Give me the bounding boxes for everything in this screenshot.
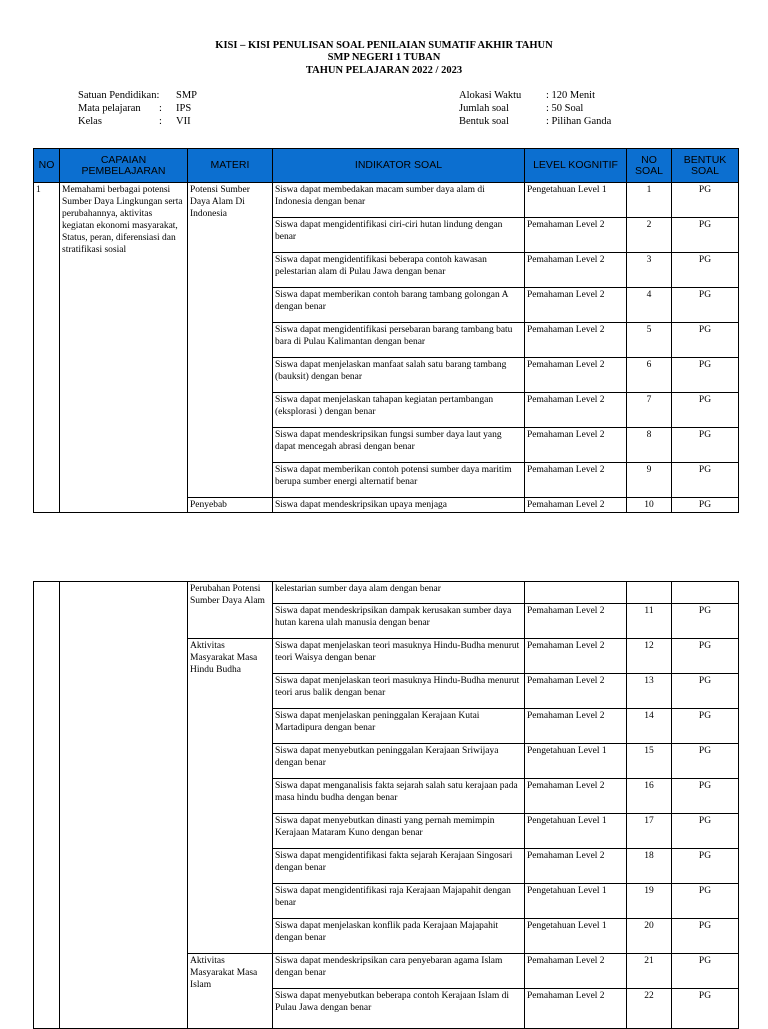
no-soal-cell: 20 [627,919,672,954]
indikator-cell: Siswa dapat mengidentifikasi beberapa contoh kawasan pelestarian alam di Pulau Jawa dengan benar [273,253,525,288]
bentuk-cell: PG [672,463,739,498]
bentuk-cell: PG [672,428,739,463]
no-soal-cell: 6 [627,358,672,393]
header-bentuk: BENTUK SOAL [672,149,739,183]
indikator-cell: Siswa dapat membedakan macam sumber daya alam di Indonesia dengan benar [273,183,525,218]
bentuk-cell: PG [672,744,739,779]
bentuk-cell: PG [672,604,739,639]
header-level: LEVEL KOGNITIF [525,149,627,183]
indikator-cell: Siswa dapat menjelaskan peninggalan Kerajaan Kutai Martadipura dengan benar [273,709,525,744]
bentuk-cell: PG [672,498,739,513]
level-cell: Pengetahuan Level 1 [525,814,627,849]
capaian-pembelajaran [60,582,188,1029]
no-soal-cell: 3 [627,253,672,288]
level-cell: Pengetahuan Level 1 [525,183,627,218]
materi-cell: Aktivitas Masyarakat Masa Islam [188,954,273,1029]
no-soal-cell: 18 [627,849,672,884]
meta-value: : 120 Menit [546,90,595,101]
bentuk-cell: PG [672,709,739,744]
bentuk-cell: PG [672,288,739,323]
no-soal-cell: 10 [627,498,672,513]
bentuk-cell: PG [672,989,739,1029]
meta-row-jumlah [459,102,659,115]
meta-label: Jumlah soal [459,103,509,114]
indikator-cell: Siswa dapat mengidentifikasi ciri-ciri hutan lindung dengan benar [273,218,525,253]
bentuk-cell: PG [672,954,739,989]
no-soal-cell: 1 [627,183,672,218]
meta-label: Mata pelajaran [78,103,141,114]
header-capaian: CAPAIAN PEMBELAJARAN [60,149,188,183]
no-soal-cell: 15 [627,744,672,779]
meta-colon: : [159,103,162,114]
no-soal-cell: 11 [627,604,672,639]
meta-value: IPS [176,103,192,114]
materi-cell: Penyebab [188,498,273,513]
no-soal-cell: 21 [627,954,672,989]
row-number: 1 [34,183,60,513]
level-cell: Pengetahuan Level 1 [525,744,627,779]
kisi-table-page1 [33,148,739,513]
indikator-cell: Siswa dapat menyebutkan peninggalan Kerajaan Sriwijaya dengan benar [273,744,525,779]
indikator-cell: Siswa dapat mengidentifikasi persebaran barang tambang batu bara di Pulau Kalimantan dengan benar [273,323,525,358]
no-soal-cell: 17 [627,814,672,849]
meta-label: Kelas [78,116,102,127]
bentuk-cell: PG [672,884,739,919]
table-header-row [34,149,739,183]
indikator-cell: Siswa dapat menyebutkan dinasti yang pernah memimpin Kerajaan Mataram Kuno dengan benar [273,814,525,849]
no-soal-cell: 19 [627,884,672,919]
indikator-cell: Siswa dapat menjelaskan manfaat salah satu barang tambang (bauksit) dengan benar [273,358,525,393]
level-cell: Pemahaman Level 2 [525,604,627,639]
level-cell: Pengetahuan Level 1 [525,884,627,919]
bentuk-cell [672,582,739,604]
level-cell: Pemahaman Level 2 [525,639,627,674]
bentuk-cell: PG [672,358,739,393]
capaian-pembelajaran: Memahami berbagai potensi Sumber Daya Lingkungan serta perubahannya, aktivitas kegiatan ekonomi masyarakat, Status, peran, diferensiasi dan stratifikasi sosial [60,183,188,513]
kisi-table-page2 [33,581,739,1029]
meta-value: : 50 Soal [546,103,584,114]
no-soal-cell: 13 [627,674,672,709]
level-cell: Pemahaman Level 2 [525,463,627,498]
bentuk-cell: PG [672,849,739,884]
bentuk-cell: PG [672,393,739,428]
bentuk-cell: PG [672,639,739,674]
no-soal-cell: 12 [627,639,672,674]
bentuk-cell: PG [672,779,739,814]
indikator-cell: Siswa dapat menyebutkan beberapa contoh Kerajaan Islam di Pulau Jawa dengan benar [273,989,525,1029]
materi-cell: Aktivitas Masyarakat Masa Hindu Budha [188,639,273,954]
meta-label: Bentuk soal [459,116,509,127]
level-cell: Pemahaman Level 2 [525,253,627,288]
indikator-cell: Siswa dapat mendeskripsikan cara penyebaran agama Islam dengan benar [273,954,525,989]
bentuk-cell: PG [672,183,739,218]
level-cell: Pemahaman Level 2 [525,428,627,463]
level-cell: Pemahaman Level 2 [525,989,627,1029]
level-cell: Pemahaman Level 2 [525,849,627,884]
indikator-cell: Siswa dapat menjelaskan konflik pada Kerajaan Majapahit dengan benar [273,919,525,954]
level-cell: Pemahaman Level 2 [525,498,627,513]
no-soal-cell: 4 [627,288,672,323]
level-cell: Pemahaman Level 2 [525,323,627,358]
meta-right [459,89,659,129]
level-cell: Pemahaman Level 2 [525,218,627,253]
meta-left [78,89,278,129]
level-cell: Pengetahuan Level 1 [525,919,627,954]
meta-colon: : [159,116,162,127]
materi-cell: Potensi Sumber Daya Alam Di Indonesia [188,183,273,498]
no-soal-cell: 5 [627,323,672,358]
meta-value: SMP [176,90,198,101]
level-cell [525,582,627,604]
row-number [34,582,60,1029]
indikator-cell: kelestarian sumber daya alam dengan benar [273,582,525,604]
no-soal-cell: 2 [627,218,672,253]
meta-row-mapel [78,102,278,115]
no-soal-cell: 14 [627,709,672,744]
indikator-cell: Siswa dapat menjelaskan teori masuknya Hindu-Budha menurut teori arus balik dengan benar [273,674,525,709]
bentuk-cell: PG [672,323,739,358]
bentuk-cell: PG [672,218,739,253]
meta-label: Alokasi Waktu [459,90,522,101]
no-soal-cell [627,582,672,604]
indikator-cell: Siswa dapat menjelaskan teori masuknya Hindu-Budha menurut teori Waisya dengan benar [273,639,525,674]
meta-label: Satuan Pendidikan: [78,90,160,101]
level-cell: Pemahaman Level 2 [525,709,627,744]
no-soal-cell: 9 [627,463,672,498]
indikator-cell: Siswa dapat mengidentifikasi raja Kerajaan Majapahit dengan benar [273,884,525,919]
no-soal-cell: 22 [627,989,672,1029]
meta-row-alokasi [459,89,659,102]
header-no: NO [34,149,60,183]
table-row [34,582,739,604]
document-title-line1: KISI – KISI PENULISAN SOAL PENILAIAN SUMATIF AKHIR TAHUN [215,40,553,51]
header-no-soal: NO SOAL [627,149,672,183]
meta-value: VII [176,116,191,127]
header-indikator: INDIKATOR SOAL [273,149,525,183]
indikator-cell: Siswa dapat mendeskripsikan fungsi sumber daya laut yang dapat mencegah abrasi dengan benar [273,428,525,463]
bentuk-cell: PG [672,814,739,849]
no-soal-cell: 7 [627,393,672,428]
bentuk-cell: PG [672,919,739,954]
bentuk-cell: PG [672,253,739,288]
indikator-cell: Siswa dapat menjelaskan tahapan kegiatan pertambangan (eksplorasi ) dengan benar [273,393,525,428]
level-cell: Pemahaman Level 2 [525,779,627,814]
bentuk-cell: PG [672,674,739,709]
no-soal-cell: 8 [627,428,672,463]
document-title-line2: SMP NEGERI 1 TUBAN [327,52,441,63]
indikator-cell: Siswa dapat memberikan contoh barang tambang golongan A dengan benar [273,288,525,323]
indikator-cell: Siswa dapat mendeskripsikan upaya menjaga [273,498,525,513]
indikator-cell: Siswa dapat memberikan contoh potensi sumber daya maritim berupa sumber energi alternatif benar [273,463,525,498]
header-materi: MATERI [188,149,273,183]
indikator-cell: Siswa dapat mendeskripsikan dampak kerusakan sumber daya hutan karena ulah manusia dengan benar [273,604,525,639]
materi-cell: Perubahan Potensi Sumber Daya Alam [188,582,273,639]
indikator-cell: Siswa dapat mengidentifikasi fakta sejarah Kerajaan Singosari dengan benar [273,849,525,884]
level-cell: Pemahaman Level 2 [525,954,627,989]
meta-row-bentuk [459,115,659,128]
level-cell: Pemahaman Level 2 [525,674,627,709]
level-cell: Pemahaman Level 2 [525,393,627,428]
indikator-cell: Siswa dapat menganalisis fakta sejarah salah satu kerajaan pada masa hindu budha dengan benar [273,779,525,814]
meta-row-satuan [78,89,278,102]
table-row [34,183,739,218]
meta-row-kelas [78,115,278,128]
meta-value: : Pilihan Ganda [546,116,612,127]
level-cell: Pemahaman Level 2 [525,358,627,393]
document-title-line3: TAHUN PELAJARAN 2022 / 2023 [305,65,463,76]
level-cell: Pemahaman Level 2 [525,288,627,323]
no-soal-cell: 16 [627,779,672,814]
